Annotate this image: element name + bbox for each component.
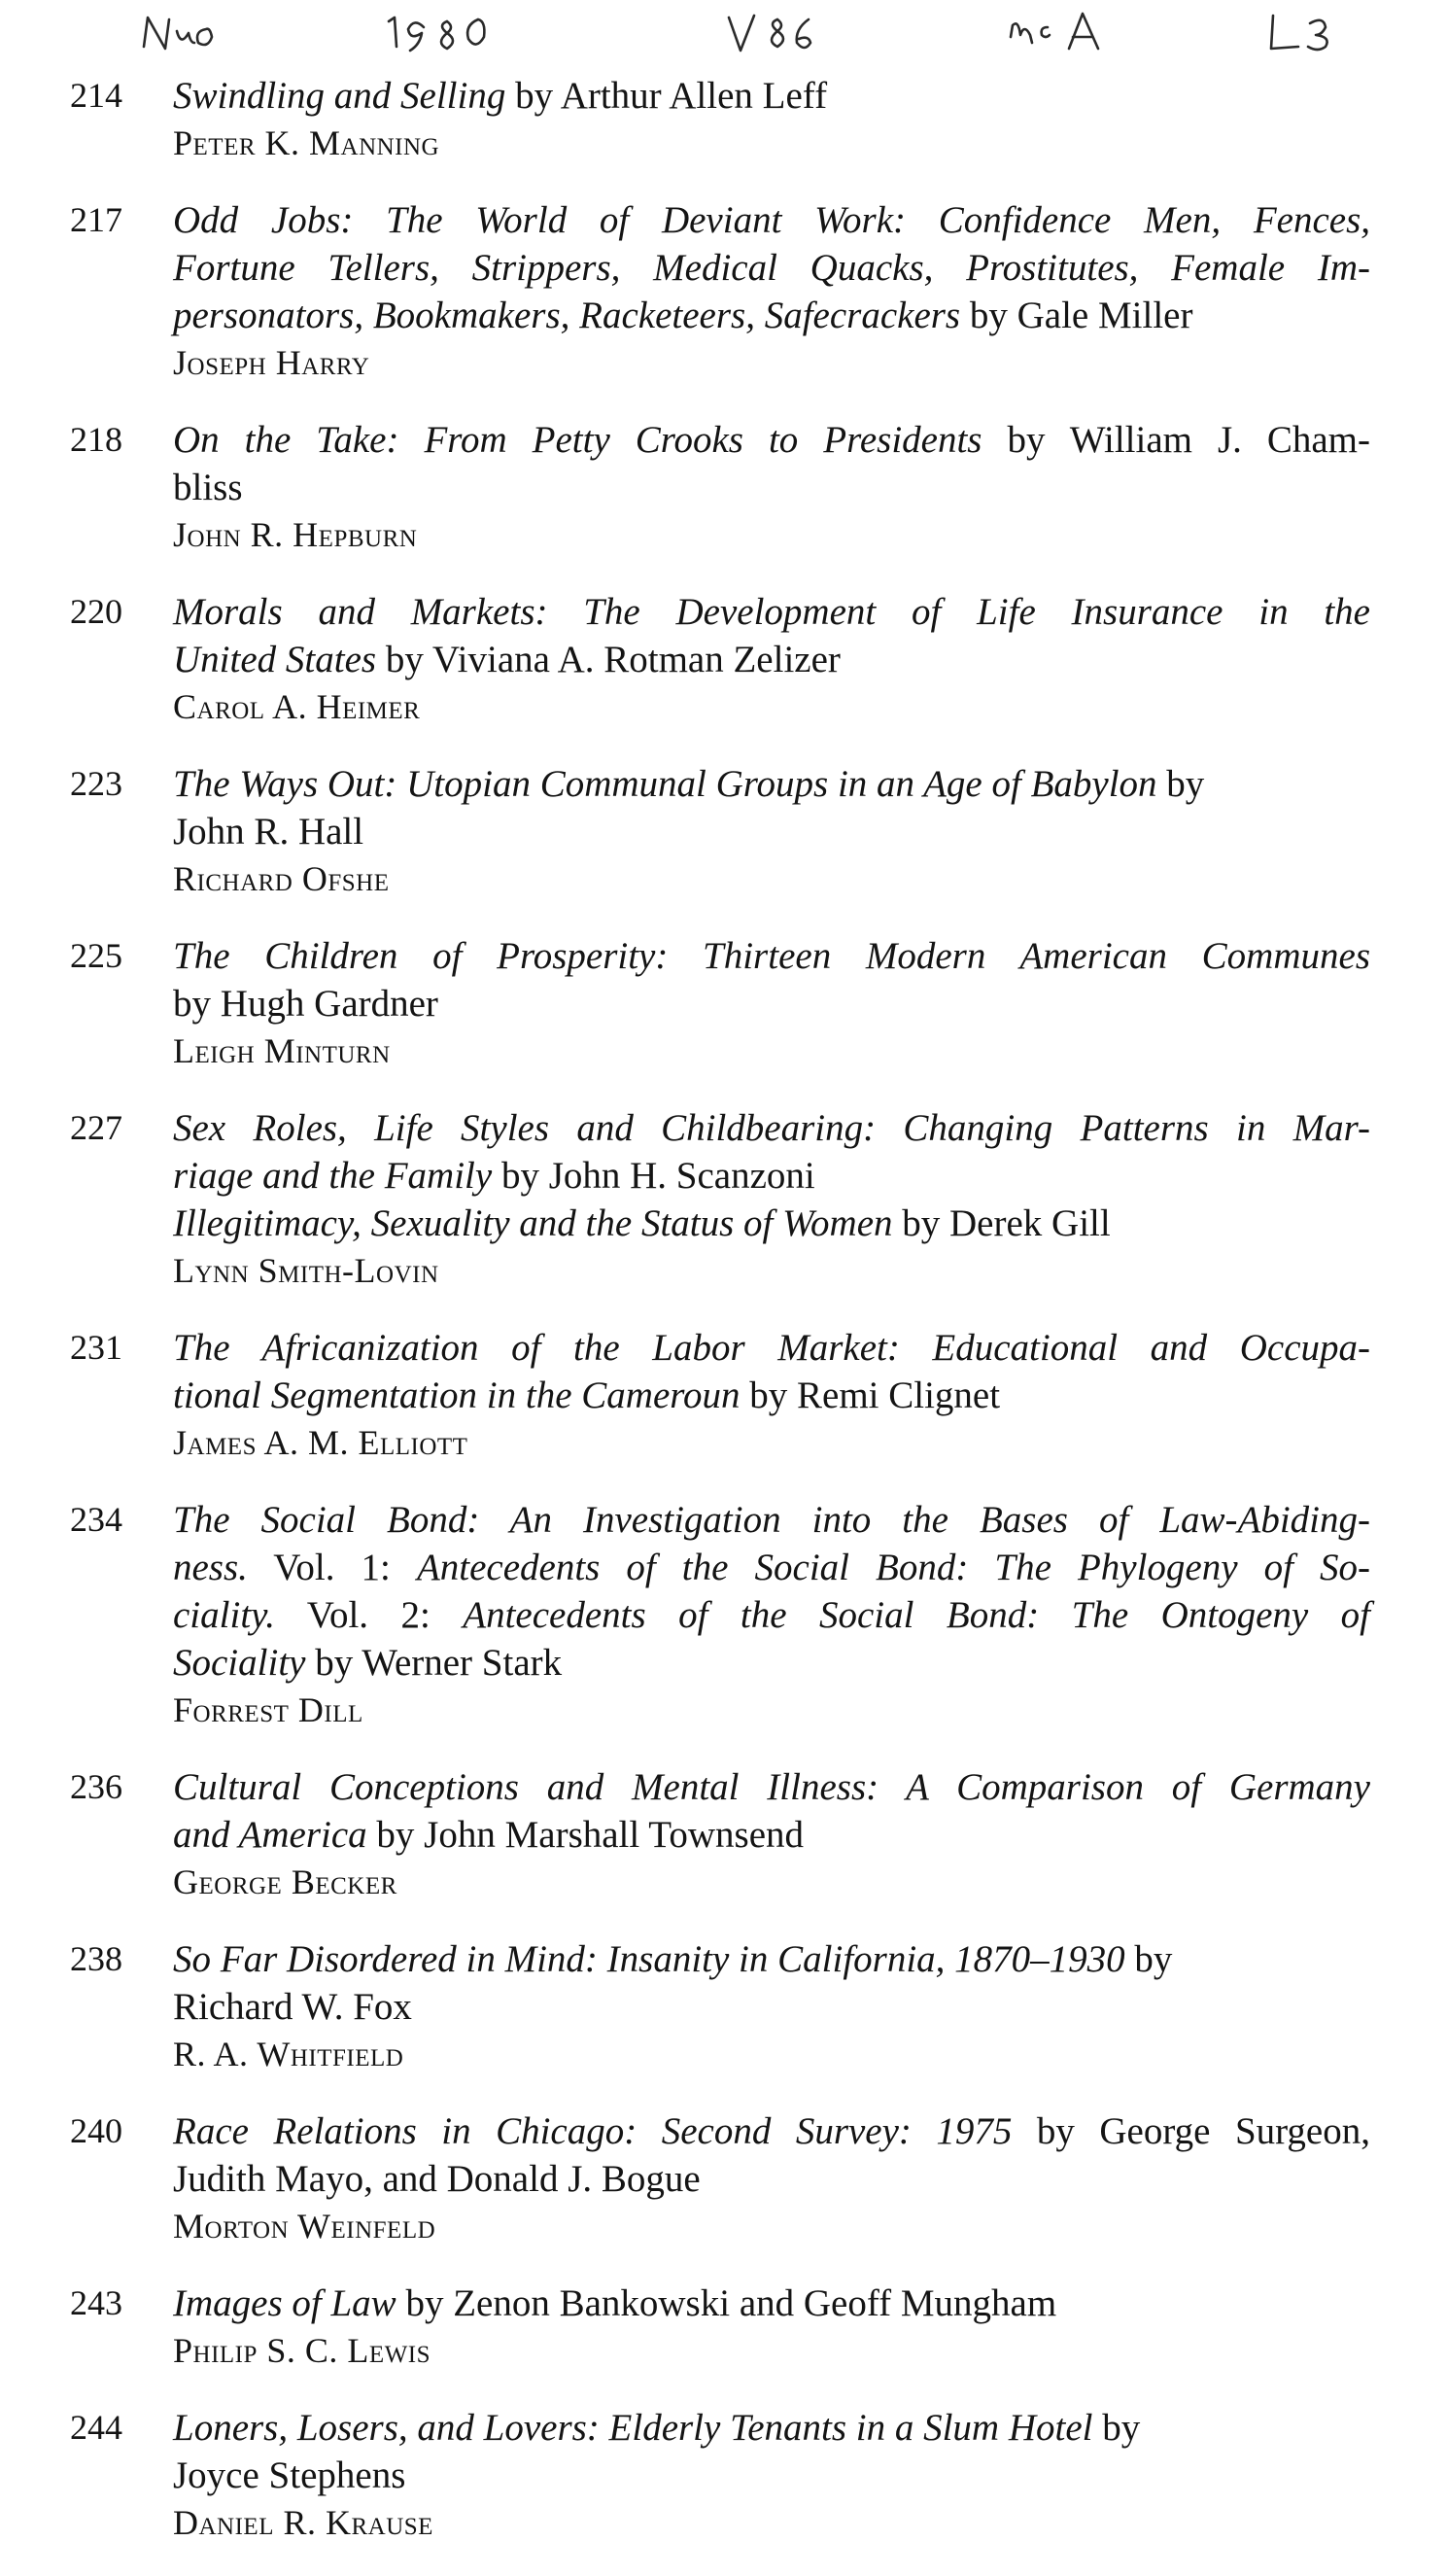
entry-line <box>173 1372 1370 1419</box>
entry-line <box>173 1983 1370 2031</box>
reviewer-name: Leigh Minturn <box>173 1031 391 1070</box>
entry-line <box>173 2155 1370 2203</box>
entry-line <box>173 1200 1370 1247</box>
review-entry <box>0 1763 1447 1906</box>
book-title-segment: The Ways Out: Utopian Communal Groups in an Age of Babylon <box>173 763 1157 805</box>
page-number: 231 <box>70 1328 122 1367</box>
entry-line <box>173 636 1370 683</box>
book-title-segment: and America <box>173 1814 367 1856</box>
review-entries-list <box>0 72 1447 2576</box>
reviewer-name: Daniel R. Krause <box>173 2503 433 2542</box>
entry-body <box>173 1496 1370 1734</box>
entry-line <box>173 1496 1370 1544</box>
entry-line <box>173 416 1370 464</box>
page-number: 238 <box>70 1939 122 1978</box>
entry-body <box>173 196 1370 387</box>
entry-line <box>173 760 1370 808</box>
entry-body <box>173 760 1370 903</box>
page-number: 214 <box>70 76 122 115</box>
review-entry <box>0 1324 1447 1467</box>
handwritten-call-number <box>136 8 1351 66</box>
entry-line <box>173 932 1370 980</box>
handwritten-call-number-drawing <box>136 8 1351 66</box>
reviewer-name: George Becker <box>173 1862 397 1901</box>
book-title-segment: Antecedents of the Social Bond: The Phylogeny of So- <box>416 1547 1370 1588</box>
review-entry <box>0 760 1447 903</box>
page-number: 223 <box>70 764 122 803</box>
page-number: 220 <box>70 592 122 631</box>
entry-line <box>173 1104 1370 1152</box>
review-entry <box>0 72 1447 167</box>
page-number: 236 <box>70 1767 122 1806</box>
author-segment: by Werner Stark <box>305 1642 563 1684</box>
entry-line <box>173 1763 1370 1811</box>
author-segment: by Remi Clignet <box>740 1375 1001 1416</box>
review-entry <box>0 2280 1447 2375</box>
book-title-segment: Sex Roles, Life Styles and Childbearing: Changing Patterns in Mar- <box>173 1107 1370 1149</box>
entry-body <box>173 2404 1370 2547</box>
entry-line <box>173 1639 1370 1687</box>
book-title-segment: ness. <box>173 1547 248 1588</box>
book-title-segment: The Social Bond: An Investigation into the Bases of Law-Abiding- <box>173 1499 1370 1541</box>
review-entry <box>0 196 1447 387</box>
entry-body <box>173 72 1370 167</box>
author-segment: by Zenon Bankowski and Geoff Mungham <box>396 2282 1057 2324</box>
entry-line <box>173 244 1370 292</box>
entry-body <box>173 1935 1370 2078</box>
author-segment: Judith Mayo, and Donald J. Bogue <box>173 2158 701 2200</box>
book-title-segment: Images of Law <box>173 2282 396 2324</box>
page-number: 243 <box>70 2283 122 2322</box>
entry-body <box>173 416 1370 559</box>
author-segment: Richard W. Fox <box>173 1986 412 2028</box>
review-entry <box>0 1935 1447 2078</box>
book-title-segment: Race Relations in Chicago: Second Survey: 1975 <box>173 2110 1013 2152</box>
author-segment: by John Marshall Townsend <box>366 1814 805 1856</box>
entry-line <box>173 464 1370 511</box>
page-number: 244 <box>70 2408 122 2447</box>
author-segment: by <box>1156 763 1205 805</box>
author-segment: by Hugh Gardner <box>173 983 438 1025</box>
entry-body <box>173 932 1370 1075</box>
entry-line <box>173 196 1370 244</box>
book-title-segment: Loners, Losers, and Lovers: Elderly Tenants in a Slum Hotel <box>173 2407 1093 2449</box>
author-segment: bliss <box>173 467 243 508</box>
page-number: 240 <box>70 2111 122 2150</box>
handwritten-call-number-text <box>1351 8 1352 9</box>
book-title-segment: Fortune Tellers, Strippers, Medical Quacks, Prostitutes, Female Im- <box>173 247 1370 289</box>
author-segment: by John H. Scanzoni <box>492 1155 815 1197</box>
author-segment: by <box>1092 2407 1141 2449</box>
book-title-segment: Odd Jobs: The World of Deviant Work: Confidence Men, Fences, <box>173 199 1370 241</box>
entry-body <box>173 588 1370 731</box>
author-segment: by Arthur Allen Leff <box>505 75 828 117</box>
entry-body <box>173 1324 1370 1467</box>
page-number: 217 <box>70 200 122 239</box>
book-title-segment: Cultural Conceptions and Mental Illness: A Comparison of Germany <box>173 1766 1370 1808</box>
entry-line <box>173 2280 1370 2327</box>
book-title-segment: Morals and Markets: The Development of Life Insurance in the <box>173 591 1370 633</box>
reviewer-name: Forrest Dill <box>173 1690 363 1729</box>
review-entry <box>0 1496 1447 1734</box>
author-segment: by George Surgeon, <box>1012 2110 1370 2152</box>
book-title-segment: United States <box>173 639 377 680</box>
reviewer-name: Joseph Harry <box>173 343 370 382</box>
book-title-segment: The Children of Prosperity: Thirteen Modern American Communes <box>173 935 1370 977</box>
entry-line <box>173 980 1370 1027</box>
entry-line <box>173 1811 1370 1859</box>
book-title-segment: So Far Disordered in Mind: Insanity in California, 1870–1930 <box>173 1938 1125 1980</box>
entry-body <box>173 2107 1370 2250</box>
author-segment: by William J. Cham- <box>982 419 1371 461</box>
review-entry <box>0 1104 1447 1295</box>
reviewer-name: Morton Weinfeld <box>173 2207 436 2245</box>
book-title-segment: riage and the Family <box>173 1155 493 1197</box>
review-entry <box>0 932 1447 1075</box>
reviewer-name: Carol A. Heimer <box>173 687 421 726</box>
review-entry <box>0 2107 1447 2250</box>
entry-line <box>173 1152 1370 1200</box>
reviewer-name: Philip S. C. Lewis <box>173 2331 431 2370</box>
entry-line <box>173 2107 1370 2155</box>
review-entry <box>0 588 1447 731</box>
review-entry <box>0 416 1447 559</box>
reviewer-name: Richard Ofshe <box>173 859 390 898</box>
entry-line <box>173 72 1370 120</box>
book-title-segment: personators, Bookmakers, Racketeers, Safecrackers <box>173 295 961 336</box>
book-title-segment: Sociality <box>173 1642 306 1684</box>
reviewer-name: R. A. Whitfield <box>173 2035 404 2073</box>
author-segment: by <box>1124 1938 1173 1980</box>
page-number: 227 <box>70 1108 122 1147</box>
author-segment: by Viviana A. Rotman Zelizer <box>376 639 841 680</box>
author-segment: Vol. 1: <box>247 1547 417 1588</box>
entry-line <box>173 2404 1370 2452</box>
book-title-segment: Antecedents of the Social Bond: The Ontogeny of <box>463 1594 1370 1636</box>
entry-line <box>173 2452 1370 2499</box>
reviewer-name: James A. M. Elliott <box>173 1423 468 1462</box>
entry-line <box>173 292 1370 339</box>
book-title-segment: ciality. <box>173 1594 276 1636</box>
entry-body <box>173 1104 1370 1295</box>
author-segment: Vol. 2: <box>275 1594 464 1636</box>
review-entry <box>0 2404 1447 2547</box>
entry-body <box>173 2280 1370 2375</box>
entry-line <box>173 1935 1370 1983</box>
book-title-segment: Illegitimacy, Sexuality and the Status of Women <box>173 1202 893 1244</box>
book-title-segment: On the Take: From Petty Crooks to Presidents <box>173 419 982 461</box>
reviewer-name: John R. Hepburn <box>173 515 418 554</box>
reviewer-name: Peter K. Manning <box>173 123 440 162</box>
reviewer-name: Lynn Smith-Lovin <box>173 1251 439 1290</box>
page-number: 225 <box>70 936 122 975</box>
entry-line <box>173 1544 1370 1591</box>
entry-line <box>173 808 1370 855</box>
author-segment: by Gale Miller <box>960 295 1193 336</box>
book-title-segment: The Africanization of the Labor Market: Educational and Occupa- <box>173 1327 1370 1369</box>
book-title-segment: tional Segmentation in the Cameroun <box>173 1375 741 1416</box>
entry-body <box>173 1763 1370 1906</box>
author-segment: Joyce Stephens <box>173 2454 406 2496</box>
page-number: 234 <box>70 1500 122 1539</box>
page-number: 218 <box>70 420 122 459</box>
author-segment: John R. Hall <box>173 811 364 853</box>
entry-line <box>173 1324 1370 1372</box>
book-title-segment: Swindling and Selling <box>173 75 506 117</box>
author-segment: by Derek Gill <box>892 1202 1111 1244</box>
entry-line <box>173 1591 1370 1639</box>
entry-line <box>173 588 1370 636</box>
